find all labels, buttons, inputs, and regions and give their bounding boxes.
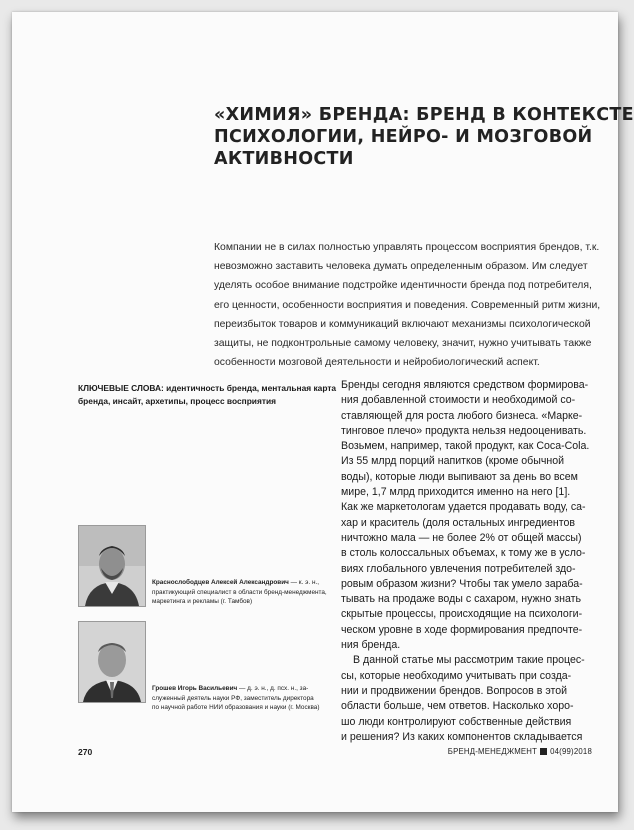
title-line: АКТИВНОСТИ [214, 149, 354, 169]
body-line: скрытые процессы, происходящие на психологи- [341, 608, 583, 621]
body-line: ческом уровне в ходе формирования предпочте- [341, 623, 583, 636]
body-line: хар и краситель (доля остальных ингредиентов [341, 516, 576, 529]
body-line: В данной статье мы рассмотрим такие процес- [353, 654, 585, 667]
body-line: области больше, чем ответов. Насколько хоро- [341, 700, 574, 713]
square-separator-icon [540, 748, 547, 755]
journal-footer [448, 747, 592, 756]
abstract-line: особенности мозговой деятельности и нейробиологический аспект. [214, 357, 540, 369]
journal-page [12, 12, 634, 812]
body-line: ния добавленной стоимости и необходимой со- [341, 394, 576, 407]
body-text [341, 378, 611, 745]
abstract-line: уделять особое внимание подстройке идентичности бренда под потребителя, [214, 280, 592, 292]
keywords-line: бренда, инсайт, архетипы, процесс восприятия [78, 395, 276, 406]
title-line: ПСИХОЛОГИИ, НЕЙРО- И МОЗГОВОЙ [214, 127, 593, 147]
abstract-line: Компании не в силах полностью управлять процессом восприятия брендов, т.к. [214, 242, 600, 253]
body-line: Как же маркетологам удается продавать воду, са- [341, 501, 586, 514]
author-line: маркетинга и рекламы (г. Тамбов) [152, 598, 253, 606]
body-line: ставляющей для роста любого бизнеса. «Марке- [341, 409, 583, 422]
author-line: практикующий специалист в области бренд-менеджмента, [152, 588, 327, 596]
author-line: по научной работе НИИ образования и науки (г. Москва) [152, 704, 320, 712]
body-line: шо люди контролируют собственные действия [341, 715, 572, 728]
author-line: служенный деятель науки РФ, заместитель директора [152, 694, 314, 702]
journal-name: БРЕНД-МЕНЕДЖМЕНТ [447, 747, 538, 756]
title-line: «ХИМИЯ» БРЕНДА: БРЕНД В КОНТЕКСТЕ [214, 105, 634, 125]
keywords-text: идентичность бренда, ментальная карта [166, 383, 337, 393]
author-photo-1 [78, 525, 146, 607]
journal-issue: 04(99)2018 [550, 747, 592, 756]
body-line: в столь колоссальных объемах, к тому же в усло- [341, 547, 586, 560]
author-portrait-1 [79, 526, 145, 606]
author-name: Грошев Игорь Васильевич [152, 685, 238, 692]
body-line: Возьмем, например, такой продукт, как Coca-Cola. [341, 440, 590, 453]
article-title [214, 104, 634, 170]
author-degree: — к. э. н., [288, 579, 320, 586]
author-photo-2 [78, 621, 146, 703]
author-line [152, 578, 332, 588]
body-line: и решения? Из каких компонентов складывается [341, 730, 583, 743]
author-line [152, 684, 332, 694]
body-line: ния бренда. [341, 639, 401, 652]
body-line: воды), которые люди выпивают за день во всем [341, 470, 578, 483]
body-line: сы, которые необходимо учитывать при созда- [341, 669, 572, 682]
body-line: мире, 1,7 млрд приходится именно на него [1]. [341, 486, 571, 499]
keywords-block [78, 382, 337, 407]
author-degree: — д. э. н., д. псх. н., за- [237, 685, 309, 692]
abstract-line: его ценности, особенности восприятия и поведения. Современный ритм жизни, [214, 299, 601, 311]
keywords-label: КЛЮЧЕВЫЕ СЛОВА: [78, 383, 164, 393]
author-info-2 [152, 684, 332, 713]
body-line: нии и продвижении брендов. Вопросов в этой [341, 684, 568, 697]
body-line: Бренды сегодня являются средством формирова- [341, 379, 589, 391]
body-line: тинговое плечо» продукта нельзя недооценивать. [341, 424, 587, 437]
body-line: тывать на продаже воды с сахаром, нужно знать [341, 593, 582, 606]
body-line: Из 55 млрд порций напитков (кроме обычной [341, 455, 565, 468]
page-number: 270 [78, 747, 93, 757]
body-line: ровым образом жизни? Чтобы так умело зараба- [341, 577, 583, 590]
author-info-1 [152, 578, 332, 607]
abstract-line: защиты, не подконтрольные самому человеку, значит, нужно учитывать также [214, 338, 592, 350]
body-line: виях глобального увлечения потребителей здо- [341, 562, 576, 575]
body-line: ничтожно мала — не более 2% от общей массы) [341, 531, 582, 544]
author-portrait-2 [79, 622, 145, 702]
keywords-line [78, 382, 337, 395]
author-name: Краснослободцев Алексей Александрович [152, 579, 289, 586]
abstract-line: невозможно заставить человека думать определенным образом. Им следует [214, 261, 588, 273]
abstract-line: переизбыток товаров и коммуникаций включают механизмы психологической [214, 318, 591, 330]
abstract [214, 238, 600, 372]
